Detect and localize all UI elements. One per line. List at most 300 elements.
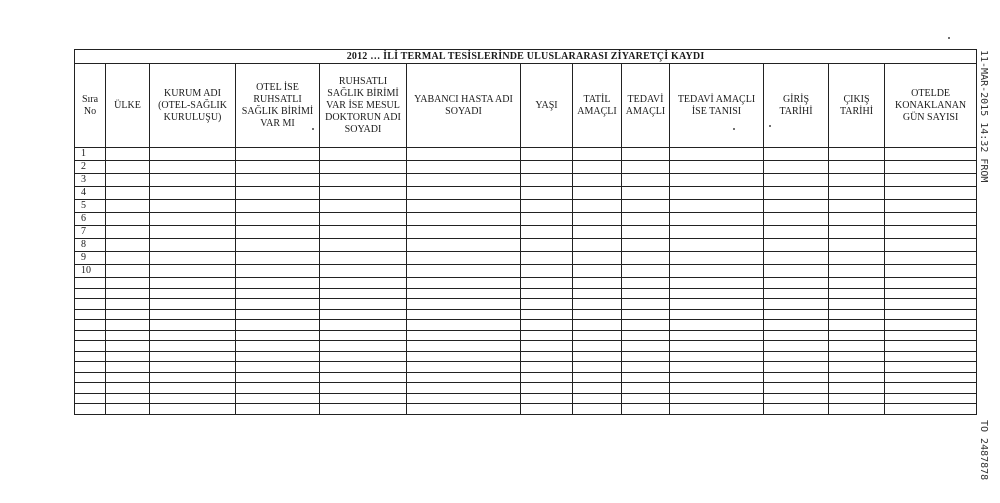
blank-cell [106,226,150,239]
blank-cell [521,252,573,265]
blank-cell [236,174,320,187]
blank-cell [150,351,236,362]
blank-cell [150,320,236,331]
row-number-cell [75,404,106,415]
blank-cell [622,252,670,265]
blank-cell [407,148,521,161]
blank-cell [622,330,670,341]
table-row [75,252,977,265]
blank-cell [521,187,573,200]
blank-cell [622,393,670,404]
blank-cell [573,341,622,352]
blank-cell [622,148,670,161]
blank-cell [573,320,622,331]
blank-cell [521,309,573,320]
column-header: KURUM ADI (OTEL-SAĞLIK KURULUŞU) [150,64,236,148]
row-number-cell [75,320,106,331]
blank-cell [106,213,150,226]
blank-cell [764,404,829,415]
blank-cell [573,299,622,310]
row-number-cell [75,309,106,320]
blank-cell [829,330,885,341]
blank-cell [573,278,622,289]
blank-cell [150,161,236,174]
blank-cell [573,351,622,362]
visitor-record-table [74,49,977,415]
blank-cell [764,200,829,213]
blank-cell [521,372,573,383]
blank-cell [573,200,622,213]
blank-cell [320,200,407,213]
blank-cell [670,341,764,352]
blank-cell [407,252,521,265]
blank-cell [764,330,829,341]
blank-cell [521,383,573,394]
blank-cell [521,330,573,341]
blank-cell [885,187,977,200]
table-row [75,239,977,252]
column-header: OTEL İSE RUHSATLI SAĞLIK BİRİMİ VAR MI [236,64,320,148]
blank-cell [573,393,622,404]
blank-cell [320,161,407,174]
blank-cell [407,226,521,239]
blank-cell [407,288,521,299]
blank-cell [829,239,885,252]
blank-cell [236,161,320,174]
blank-cell [320,330,407,341]
blank-cell [521,404,573,415]
blank-cell [407,187,521,200]
blank-cell [885,341,977,352]
scan-speck [948,37,950,39]
blank-cell [829,341,885,352]
blank-cell [829,362,885,373]
blank-cell [885,404,977,415]
blank-cell [521,278,573,289]
blank-cell [320,362,407,373]
blank-cell [764,213,829,226]
column-header: RUHSATLI SAĞLIK BİRİMİ VAR İSE MESUL DOKTORUN ADI SOYADI [320,64,407,148]
blank-cell [670,213,764,226]
blank-cell [407,404,521,415]
blank-cell [885,200,977,213]
blank-cell [573,226,622,239]
row-number-cell [75,393,106,404]
blank-cell [320,174,407,187]
blank-cell [885,226,977,239]
blank-cell [150,393,236,404]
blank-cell [407,239,521,252]
column-header: YAŞI [521,64,573,148]
blank-cell [573,187,622,200]
blank-cell [829,278,885,289]
blank-cell [407,383,521,394]
blank-cell [150,288,236,299]
blank-cell [106,265,150,278]
blank-cell [829,226,885,239]
blank-cell [829,372,885,383]
row-number-cell [75,362,106,373]
blank-cell [622,299,670,310]
blank-cell [885,174,977,187]
blank-cell [407,278,521,289]
blank-cell [150,362,236,373]
blank-cell [573,213,622,226]
blank-cell [150,226,236,239]
blank-cell [829,252,885,265]
blank-cell [573,330,622,341]
blank-cell [764,252,829,265]
blank-cell [829,309,885,320]
blank-cell [622,278,670,289]
blank-cell [622,200,670,213]
record-rows [75,148,977,415]
blank-cell [407,351,521,362]
blank-cell [885,372,977,383]
table-row [75,330,977,341]
blank-cell [236,226,320,239]
blank-cell [521,148,573,161]
table-row [75,341,977,352]
blank-cell [150,239,236,252]
blank-cell [521,320,573,331]
column-header: TEDAVİ AMAÇLI [622,64,670,148]
blank-cell [407,362,521,373]
blank-cell [573,161,622,174]
blank-cell [521,362,573,373]
blank-cell [829,187,885,200]
blank-cell [764,372,829,383]
blank-cell [106,200,150,213]
blank-cell [670,239,764,252]
blank-cell [106,393,150,404]
blank-cell [764,239,829,252]
blank-cell [106,288,150,299]
blank-cell [764,265,829,278]
blank-cell [150,309,236,320]
row-number-cell: 5 [75,200,106,213]
blank-cell [764,341,829,352]
table-row [75,161,977,174]
blank-cell [150,383,236,394]
blank-cell [106,372,150,383]
row-number-cell [75,372,106,383]
scan-speck [312,128,314,130]
blank-cell [670,288,764,299]
table-row [75,226,977,239]
blank-cell [670,330,764,341]
blank-cell [521,288,573,299]
blank-cell [670,161,764,174]
table-row [75,393,977,404]
blank-cell [622,372,670,383]
blank-cell [106,278,150,289]
row-number-cell [75,299,106,310]
blank-cell [320,372,407,383]
blank-cell [670,383,764,394]
blank-cell [150,372,236,383]
blank-cell [521,351,573,362]
blank-cell [236,252,320,265]
blank-cell [670,174,764,187]
blank-cell [829,320,885,331]
blank-cell [885,278,977,289]
blank-cell [521,213,573,226]
table-row [75,278,977,289]
blank-cell [150,174,236,187]
blank-cell [236,330,320,341]
blank-cell [407,200,521,213]
row-number-cell [75,341,106,352]
blank-cell [150,330,236,341]
blank-cell [622,362,670,373]
blank-cell [236,383,320,394]
blank-cell [764,309,829,320]
blank-cell [622,187,670,200]
blank-cell [106,330,150,341]
blank-cell [670,252,764,265]
table-row [75,372,977,383]
blank-cell [670,309,764,320]
blank-cell [573,309,622,320]
blank-cell [622,239,670,252]
blank-cell [885,161,977,174]
blank-cell [829,383,885,394]
blank-cell [106,320,150,331]
blank-cell [764,278,829,289]
table-row [75,200,977,213]
blank-cell [670,226,764,239]
blank-cell [236,362,320,373]
blank-cell [764,320,829,331]
blank-cell [236,351,320,362]
blank-cell [407,299,521,310]
blank-cell [320,213,407,226]
fax-header-bottom: TO 2487878 [978,420,989,481]
blank-cell [320,252,407,265]
blank-cell [573,265,622,278]
blank-cell [829,404,885,415]
blank-cell [106,341,150,352]
table-row [75,299,977,310]
blank-cell [829,265,885,278]
row-number-cell: 6 [75,213,106,226]
blank-cell [573,148,622,161]
blank-cell [320,226,407,239]
blank-cell [670,362,764,373]
blank-cell [320,187,407,200]
table-row [75,187,977,200]
blank-cell [573,288,622,299]
blank-cell [670,265,764,278]
blank-cell [320,309,407,320]
blank-cell [764,226,829,239]
blank-cell [622,383,670,394]
blank-cell [764,161,829,174]
row-number-cell [75,278,106,289]
blank-cell [670,320,764,331]
blank-cell [521,174,573,187]
blank-cell [764,174,829,187]
blank-cell [407,213,521,226]
blank-cell [320,299,407,310]
blank-cell [106,161,150,174]
blank-cell [573,372,622,383]
blank-cell [150,299,236,310]
blank-cell [521,393,573,404]
blank-cell [150,213,236,226]
blank-cell [150,252,236,265]
blank-cell [764,187,829,200]
table-row [75,174,977,187]
blank-cell [885,299,977,310]
blank-cell [622,351,670,362]
blank-cell [885,393,977,404]
blank-cell [829,174,885,187]
blank-cell [670,351,764,362]
table-row [75,288,977,299]
row-number-cell [75,288,106,299]
blank-cell [236,265,320,278]
column-header: GİRİŞ TARİHİ [764,64,829,148]
column-header-row [75,64,977,148]
blank-cell [236,187,320,200]
blank-cell [320,341,407,352]
blank-cell [622,265,670,278]
blank-cell [236,309,320,320]
row-number-cell: 4 [75,187,106,200]
blank-cell [622,341,670,352]
scan-speck [769,125,771,127]
blank-cell [407,341,521,352]
blank-cell [236,148,320,161]
fax-header-top: 11-MAR-2015 14:32 FROM [978,50,989,183]
blank-cell [573,239,622,252]
blank-cell [106,309,150,320]
row-number-cell: 8 [75,239,106,252]
blank-cell [407,372,521,383]
blank-cell [521,299,573,310]
blank-cell [236,299,320,310]
blank-cell [236,404,320,415]
blank-cell [320,351,407,362]
blank-cell [521,239,573,252]
blank-cell [885,148,977,161]
blank-cell [885,330,977,341]
blank-cell [622,309,670,320]
table-row [75,148,977,161]
blank-cell [670,372,764,383]
blank-cell [885,239,977,252]
blank-cell [407,330,521,341]
row-number-cell [75,351,106,362]
blank-cell [236,393,320,404]
blank-cell [885,309,977,320]
blank-cell [622,288,670,299]
blank-cell [521,265,573,278]
blank-cell [236,372,320,383]
blank-cell [106,351,150,362]
blank-cell [521,226,573,239]
blank-cell [106,252,150,265]
blank-cell [622,161,670,174]
blank-cell [885,288,977,299]
row-number-cell: 1 [75,148,106,161]
blank-cell [106,383,150,394]
column-header: TEDAVİ AMAÇLI İSE TANISI [670,64,764,148]
blank-cell [106,404,150,415]
row-number-cell: 2 [75,161,106,174]
blank-cell [670,187,764,200]
table-row [75,404,977,415]
blank-cell [764,148,829,161]
blank-cell [573,383,622,394]
blank-cell [521,200,573,213]
blank-cell [236,239,320,252]
row-number-cell: 10 [75,265,106,278]
column-header: OTELDE KONAKLANAN GÜN SAYISI [885,64,977,148]
blank-cell [764,351,829,362]
blank-cell [407,320,521,331]
blank-cell [407,309,521,320]
blank-cell [885,351,977,362]
row-number-cell: 7 [75,226,106,239]
blank-cell [764,362,829,373]
row-number-cell: 9 [75,252,106,265]
blank-cell [521,161,573,174]
blank-cell [829,213,885,226]
blank-cell [622,226,670,239]
blank-cell [622,174,670,187]
blank-cell [236,288,320,299]
blank-cell [320,404,407,415]
blank-cell [829,299,885,310]
blank-cell [829,161,885,174]
blank-cell [407,161,521,174]
form-table-wrapper [74,49,976,417]
blank-cell [236,320,320,331]
blank-cell [236,278,320,289]
blank-cell [320,393,407,404]
blank-cell [829,351,885,362]
table-row [75,383,977,394]
scan-speck [733,128,735,130]
table-row [75,309,977,320]
blank-cell [106,362,150,373]
row-number-cell: 3 [75,174,106,187]
blank-cell [150,278,236,289]
blank-cell [236,341,320,352]
blank-cell [106,299,150,310]
blank-cell [764,393,829,404]
column-header: ÇIKIŞ TARİHİ [829,64,885,148]
blank-cell [236,213,320,226]
blank-cell [106,187,150,200]
blank-cell [407,393,521,404]
blank-cell [150,265,236,278]
row-number-cell [75,383,106,394]
blank-cell [407,174,521,187]
blank-cell [829,288,885,299]
blank-cell [885,320,977,331]
form-title: 2012 … İLİ TERMAL TESİSLERİNDE ULUSLARARASI ZİYARETÇİ KAYDI [75,50,977,64]
blank-cell [764,383,829,394]
column-header: Sıra No [75,64,106,148]
blank-cell [521,341,573,352]
blank-cell [573,362,622,373]
blank-cell [320,288,407,299]
blank-cell [320,239,407,252]
